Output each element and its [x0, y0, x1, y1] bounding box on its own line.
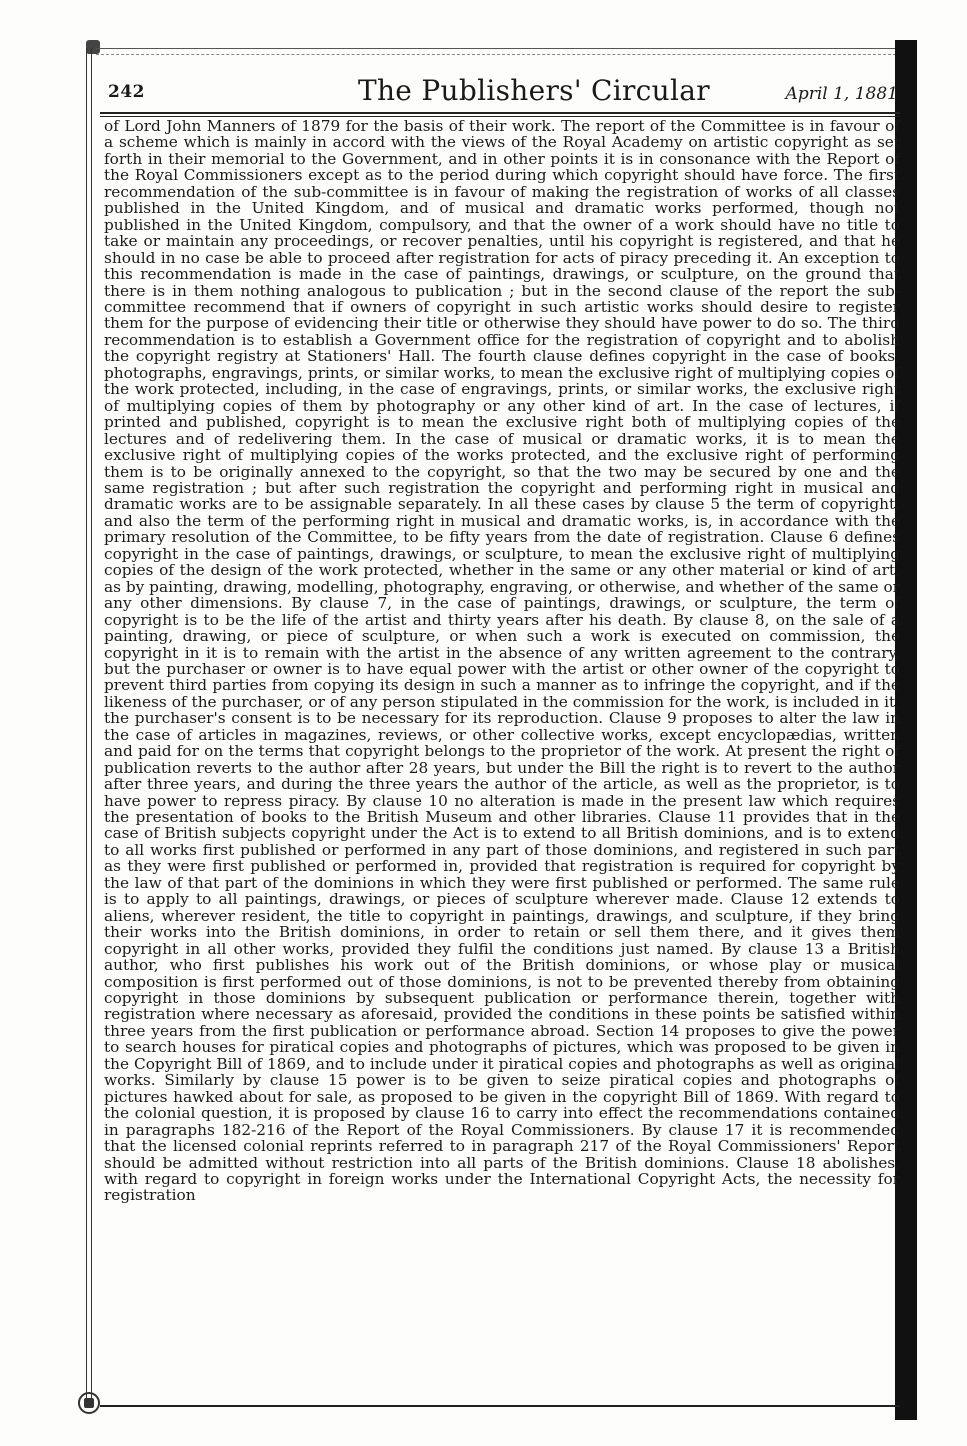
top-border-dashed-rule [96, 54, 896, 55]
bottom-rule [100, 1405, 900, 1407]
header-rule [100, 112, 900, 114]
bottom-corner-ornament [78, 1392, 100, 1414]
issue-date: April 1, 1881 [785, 84, 898, 104]
left-border-frame [86, 48, 92, 1408]
top-border-rule [96, 48, 896, 49]
journal-title: The Publishers' Circular [358, 74, 710, 107]
article-body: of Lord John Manners of 1879 for the basis of their work. The report of the Committee is in favour of a scheme which is mainly in accord with the views of the Royal Academy on artistic copyright as set forth in their memorial to the Government, and in other points it is in consonance with the Report of the Royal Commissioners except as to the period during which copyright should have force. The first recommendation of the sub-committee is in favour of making the registration of works of all classes published in the United Kingdom, and of musical and dramatic works performed, though not published in the United Kingdom, compulsory, and that the owner of a work should have no title to take or maintain any proceedings, or recover penalties, until his copyright is registered, and that he should in no case be able to proceed after registration for acts of piracy preceding it. An exception to this recommendation is made in the case of paintings, drawings, or sculpture, on the ground that there is in them nothing analogous to publication ; but in the second clause of the report the sub-committee recommend that if owners of copyright in such artistic works should desire to register them for the purpose of evidencing their title or otherwise they should have power to do so. The third recommendation is to establish a Government office for the registration of copyright and to abolish the copyright registry at Stationers' Hall. The fourth clause defines copyright in the case of books, photographs, engravings, prints, or similar works, to mean the exclusive right of multiplying copies of the work protected, including, in the case of engravings, prints, or similar works, the exclusive right of multiplying copies of them by photography or any other kind of art. In the case of lectures, if printed and published, copyright is to mean the exclusive right both of multiplying copies of the lectures and of redelivering them. In the case of musical or dramatic works, it is to mean the exclusive right of multiplying copies of the works protected, and the exclusive right of performing them is to be originally annexed to the copyright, so that the two may be secured by one and the same registration ; but after such registration the copyright and performing right in musical and dramatic works are to be assignable separately. In all these cases by clause 5 the term of copyright, and also the term of the performing right in musical and dramatic works, is, in accordance with the primary resolution of the Committee, to be fifty years from the date of registration. Clause 6 defines copyright in the case of paintings, drawings, or sculpture, to mean the exclusive right of multiplying copies of the design of the work protected, whether in the same or any other material or kind of art, as by painting, drawing, modelling, photography, engraving, or otherwise, and whether of the same or any other dimensions. By clause 7, in the case of paintings, drawings, or sculpture, the term of copyright is to be the life of the artist and thirty years after his death. By clause 8, on the sale of a painting, drawing, or piece of sculpture, or when such a work is executed on commission, the copyright in it is to remain with the artist in the absence of any written agreement to the contrary, but the purchaser or owner is to have equal power with the artist or other owner of the copyright to prevent third parties from copying its design in such a manner as to infringe the copyright, and if the likeness of the purchaser, or of any person stipulated in the commission for the work, is included in it, the purchaser's consent is to be necessary for its reproduction. Clause 9 proposes to alter the law in the case of articles in magazines, reviews, or other collective works, except encyclopædias, written and paid for on the terms that copyright belongs to the proprietor of the work. At present the right of publication reverts to the author after 28 years, but under the Bill the right is to revert to the author after three years, and during the three years the author of the article, as well as the proprietor, is to have power to repress piracy. By clause 10 no alteration is made in the present law which requires the presentation of books to the British Museum and other libraries. Clause 11 provides that in the case of British subjects copyright under the Act is to extend to all British dominions, and is to extend to all works first published or performed in any part of those dominions, and registered in such part as they were first published or performed in, provided that registration is required for copyright by the law of that part of the dominions in which they were first published or performed. The same rule is to apply to all paintings, drawings, or pieces of sculpture wherever made. Clause 12 extends to aliens, wherever resident, the title to copyright in paintings, drawings, and sculpture, if they bring their works into the British dominions, in order to retain or sell them there, and it gives them copyright in all other works, provided they fulfil the conditions just named. By clause 13 a British author, who first publishes his work out of the British dominions, or whose play or musical composition is first performed out of those dominions, is not to be prevented thereby from obtaining copyright in those dominions by subsequent publication or performance therein, together with registration where necessary as aforesaid, provided the conditions in these points be satisfied within three years from the first publication or performance abroad. Section 14 proposes to give the power to search houses for piratical copies and photographs of pictures, which was proposed to be given in the Copyright Bill of 1869, and to include under it piratical copies and photographs as well as original works. Similarly by clause 15 power is to be given to seize piratical copies and photographs of pictures hawked about for sale, as proposed to be given in the copyright Bill of 1869. With regard to the colonial question, it is proposed by clause 16 to carry into effect the recommendations contained in paragraphs 182-216 of the Report of the Royal Commissioners. By clause 17 it is recommended that the licensed colonial reprints referred to in paragraph 217 of the Royal Commissioners' Report should be admitted without restriction into all parts of the British dominions. Clause 18 abolishes, with regard to copyright in foreign works under the International Copyright Acts, the necessity for registration [104, 117, 900, 1205]
page-number: 242 [108, 82, 145, 102]
page-header [108, 74, 898, 106]
